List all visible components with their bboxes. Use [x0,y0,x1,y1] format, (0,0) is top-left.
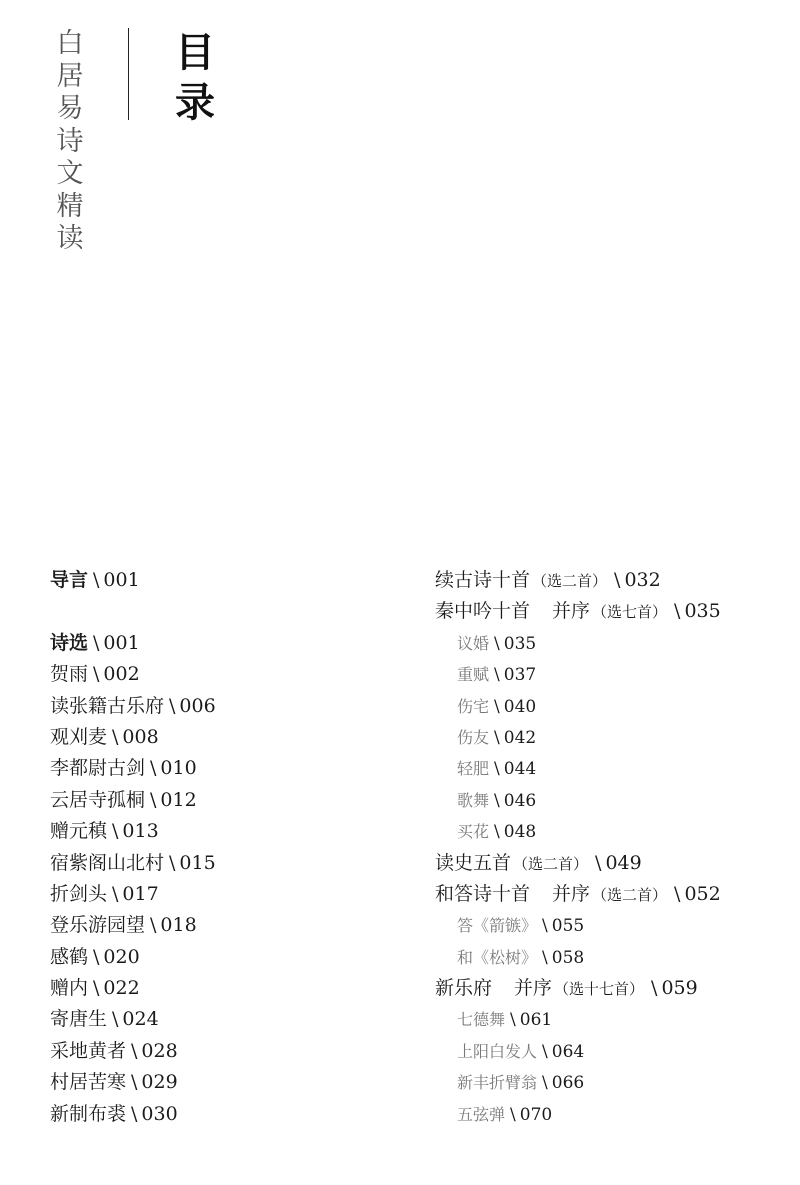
entry-title: 和答诗十首 [435,882,531,905]
entry-separator: \ [595,851,602,874]
toc-spacer [50,596,390,627]
entry-title: 轻肥 [457,759,490,779]
entry-page-number: 015 [179,851,216,874]
entry-separator: \ [93,663,100,686]
toc-heading: 目录 [175,29,215,126]
entry-title: 买花 [457,822,490,842]
toc-entry[interactable] [50,942,390,973]
toc-entry[interactable] [50,659,390,690]
entry-title: 议婚 [457,633,490,653]
toc-entry[interactable] [50,1067,390,1098]
entry-separator: \ [674,882,681,905]
entry-separator: \ [542,1041,548,1062]
toc-sub-entry[interactable] [435,1067,795,1098]
entry-page-number: 013 [122,820,159,843]
entry-page-number: 044 [503,759,537,780]
entry-title: 新制布裘 [50,1102,127,1125]
entry-page-number: 028 [141,1039,178,1062]
entry-separator: \ [674,600,681,623]
entry-title: 折剑头 [50,882,108,905]
toc-sub-entry[interactable] [435,1099,795,1130]
toc-entry[interactable] [50,1036,390,1067]
entry-page-number: 059 [661,977,698,1000]
entry-title: 伤宅 [457,696,490,716]
entry-title: 重赋 [457,665,490,685]
entry-separator: \ [494,790,500,811]
entry-title: 续古诗十首 [435,569,531,591]
entry-page-number: 046 [503,790,537,811]
entry-note: （选二首） [513,854,589,873]
entry-separator: \ [542,916,548,937]
entry-separator: \ [651,977,658,1000]
toc-sub-entry[interactable] [435,659,795,690]
entry-separator: \ [494,665,500,686]
entry-title: 新乐府 [435,977,493,1000]
entry-title: 和《松树》 [457,947,538,967]
entry-separator: \ [93,977,100,1000]
entry-separator: \ [150,788,157,811]
entry-page-number: 052 [684,882,721,905]
toc-sub-entry[interactable] [435,910,795,941]
entry-note: （选二首） [532,572,608,590]
toc-entry[interactable] [50,1004,390,1035]
entry-separator: \ [494,727,500,748]
toc-entry[interactable] [435,848,795,879]
vertical-divider [128,28,129,120]
entry-page-number: 008 [122,725,159,748]
entry-separator: \ [510,1104,516,1125]
toc-entry[interactable] [435,879,795,910]
book-title: 白居易诗文精读 [56,28,84,254]
entry-page-number: 012 [160,788,197,811]
toc-sub-entry[interactable] [435,785,795,816]
entry-separator: \ [542,947,548,968]
entry-page-number: 040 [503,696,537,717]
entry-page-number: 032 [624,569,661,591]
entry-page-number: 006 [179,694,216,717]
entry-title: 诗选 [50,631,89,654]
entry-title: 李都尉古剑 [50,757,146,780]
entry-title: 采地黄者 [50,1039,127,1062]
entry-title: 寄唐生 [50,1008,108,1031]
entry-separator: \ [112,820,119,843]
toc-entry[interactable] [435,596,795,627]
entry-page-number: 064 [551,1041,585,1062]
toc-sub-entry[interactable] [435,722,795,753]
toc-sub-entry[interactable] [435,942,795,973]
entry-separator: \ [131,1039,138,1062]
toc-entry[interactable] [50,910,390,941]
toc-sub-entry[interactable] [435,816,795,847]
toc-sub-entry[interactable] [435,691,795,722]
entry-separator: \ [494,759,500,780]
entry-separator: \ [494,822,500,843]
toc-entry[interactable] [50,973,390,1004]
toc-entry[interactable] [50,628,390,659]
entry-title: 赠元稹 [50,820,108,843]
entry-preface: 并序 [552,882,591,905]
entry-separator: \ [169,694,176,717]
entry-separator: \ [112,882,119,905]
entry-title: 感鹤 [50,945,89,968]
entry-title: 读张籍古乐府 [50,694,165,717]
toc-entry[interactable] [50,753,390,784]
entry-page-number: 030 [141,1102,178,1125]
toc-sub-entry[interactable] [435,1004,795,1035]
toc-sub-entry[interactable] [435,628,795,659]
entry-preface: 并序 [552,600,591,623]
entry-page-number: 048 [503,822,537,843]
entry-page-number: 058 [551,947,585,968]
toc-entry[interactable] [50,848,390,879]
entry-page-number: 066 [551,1073,585,1094]
entry-note: （选十七首） [554,980,645,999]
toc-right-column [435,565,795,1130]
entry-separator: \ [614,569,621,591]
toc-entry[interactable] [50,1099,390,1130]
entry-page-number: 002 [103,663,140,686]
entry-separator: \ [131,1102,138,1125]
entry-separator: \ [93,945,100,968]
entry-title: 五弦弹 [457,1104,506,1124]
entry-note: （选二首） [592,885,668,904]
entry-separator: \ [494,696,500,717]
toc-entry[interactable] [435,565,795,596]
entry-page-number: 020 [103,945,140,968]
entry-page-number: 070 [519,1104,553,1125]
entry-title: 云居寺孤桐 [50,788,146,811]
entry-note: （选七首） [592,603,668,622]
entry-title: 新丰折臂翁 [457,1073,538,1093]
entry-title: 登乐游园望 [50,914,146,937]
entry-page-number: 024 [122,1008,159,1031]
entry-page-number: 010 [160,757,197,780]
entry-title: 秦中吟十首 [435,600,531,623]
entry-page-number: 001 [103,631,140,654]
entry-separator: \ [169,851,176,874]
entry-page-number: 035 [503,633,537,654]
entry-page-number: 022 [103,977,140,1000]
entry-title: 读史五首 [435,851,512,874]
toc-entry[interactable] [50,565,390,596]
entry-separator: \ [510,1010,516,1031]
entry-page-number: 055 [551,916,585,937]
entry-separator: \ [150,757,157,780]
entry-page-number: 049 [605,851,642,874]
entry-page-number: 061 [519,1010,553,1031]
toc-sub-entry[interactable] [435,753,795,784]
entry-title: 七德舞 [457,1010,506,1030]
entry-separator: \ [112,1008,119,1031]
entry-page-number: 018 [160,914,197,937]
entry-page-number: 037 [503,665,537,686]
entry-page-number: 035 [684,600,721,623]
toc-entry[interactable] [50,785,390,816]
entry-title: 答《箭镞》 [457,916,538,936]
toc-entry[interactable] [50,879,390,910]
entry-separator: \ [494,633,500,654]
entry-title: 村居苦寒 [50,1071,127,1094]
entry-separator: \ [150,914,157,937]
entry-preface: 并序 [514,977,553,1000]
entry-page-number: 029 [141,1071,178,1094]
entry-title: 宿紫阁山北村 [50,851,165,874]
toc-entry[interactable] [50,816,390,847]
entry-separator: \ [93,569,100,591]
toc-entry[interactable] [50,722,390,753]
toc-entry[interactable] [435,973,795,1004]
entry-title: 导言 [50,569,89,591]
entry-page-number: 017 [122,882,159,905]
toc-entry[interactable] [50,691,390,722]
entry-page-number: 042 [503,727,537,748]
entry-page-number: 001 [103,569,140,591]
toc-left-column [50,565,390,1130]
entry-separator: \ [131,1071,138,1094]
entry-title: 歌舞 [457,790,490,810]
entry-title: 观刈麦 [50,725,108,748]
entry-title: 伤友 [457,727,490,747]
entry-title: 贺雨 [50,663,89,686]
toc-sub-entry[interactable] [435,1036,795,1067]
entry-title: 上阳白发人 [457,1041,538,1061]
entry-separator: \ [112,725,119,748]
entry-title: 赠内 [50,977,89,1000]
entry-separator: \ [93,631,100,654]
entry-separator: \ [542,1073,548,1094]
